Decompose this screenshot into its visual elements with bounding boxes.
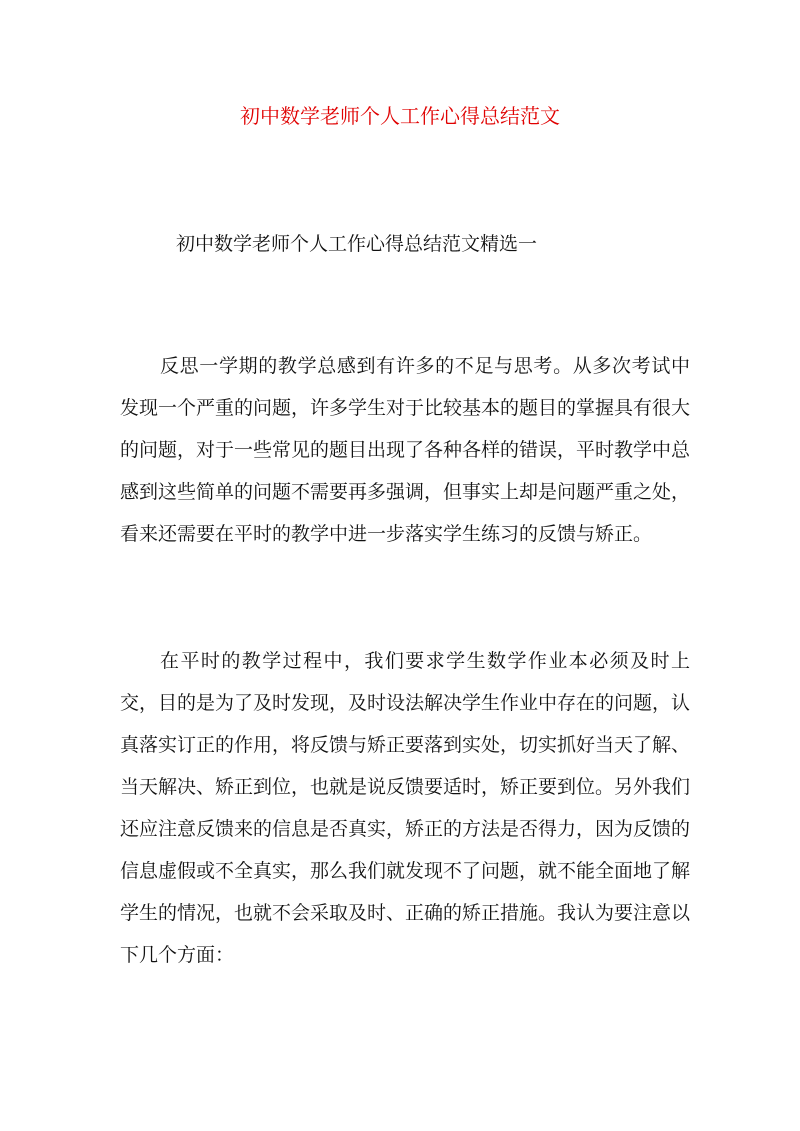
document-subtitle: 初中数学老师个人工作心得总结范文精选一	[176, 233, 538, 255]
paragraph-2: 在平时的教学过程中，我们要求学生数学作业本必须及时上交，目的是为了及时发现，及时设法解决学生作业中存在的问题，认真落实订正的作用，将反馈与矫正要落到实处，切实抓好当天了解、当天解决、矫正到位，也就是说反馈要适时，矫正要到位。另外我们还应注意反馈来的信息是否真实，矫正的方法是否得力，因为反馈的信息虚假或不全真实，那么我们就发现不了问题，就不能全面地了解学生的情况，也就不会采取及时、正确的矫正措施。我认为要注意以下几个方面：	[120, 650, 691, 966]
paragraph-1: 反思一学期的教学总感到有许多的不足与思考。从多次考试中发现一个严重的问题，许多学生对于比较基本的题目的掌握具有很大的问题，对于一些常见的题目出现了各种各样的错误，平时教学中总感到这些简单的问题不需要再多强调，但事实上却是问题严重之处，看来还需要在平时的教学中进一步落实学生练习的反馈与矫正。	[120, 355, 691, 545]
document-title: 初中数学老师个人工作心得总结范文	[240, 104, 560, 128]
